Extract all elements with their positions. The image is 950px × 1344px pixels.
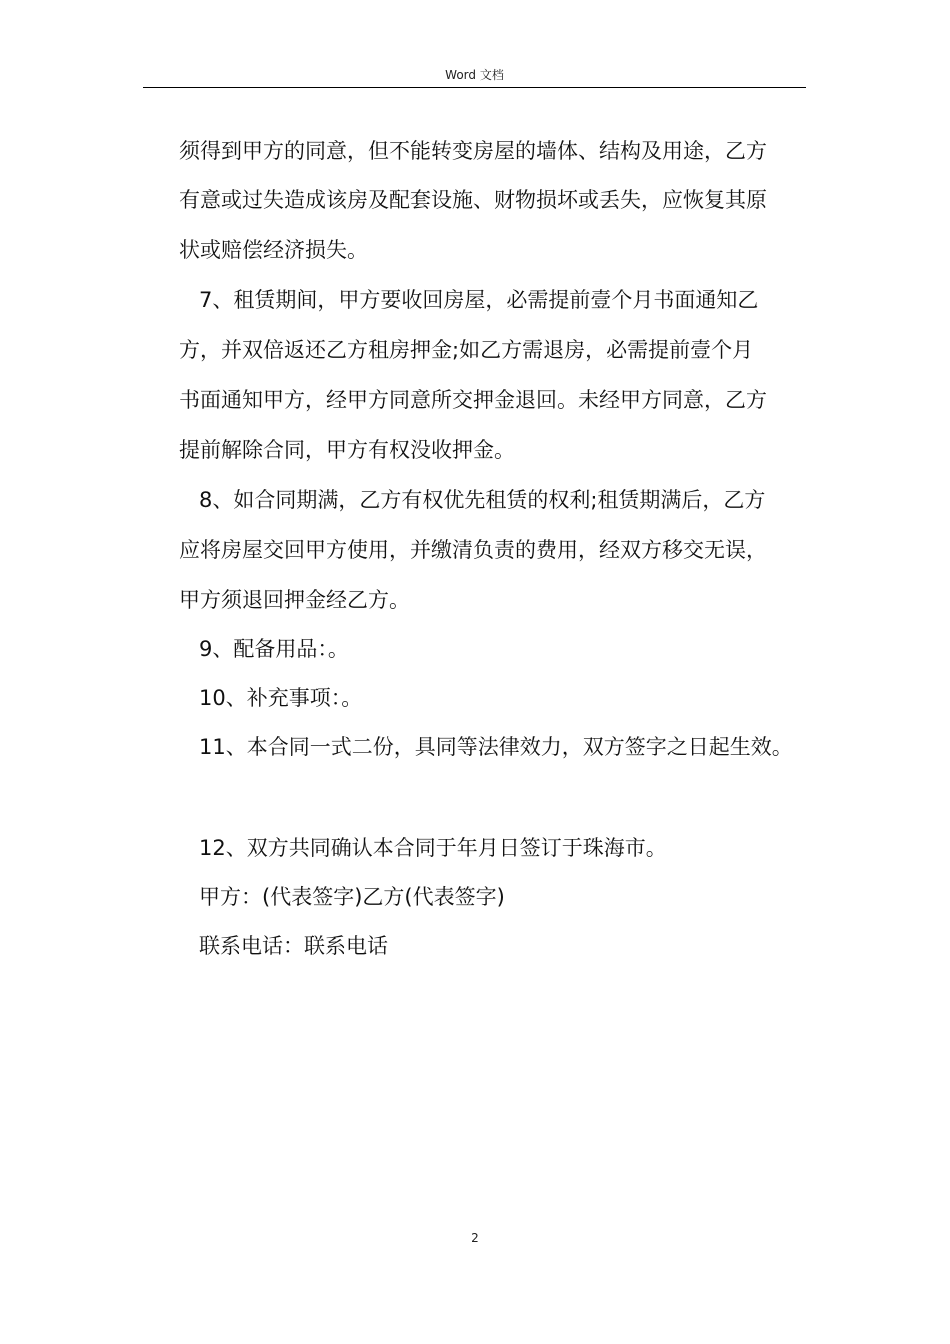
body-line: 方，并双倍返还乙方租房押金;如乙方需退房，必需提前壹个月: [179, 338, 754, 362]
body-line: 甲方须退回押金经乙方。: [179, 588, 410, 612]
header-rule: [143, 87, 806, 88]
clause-10: 10、补充事项：。: [199, 686, 363, 710]
page-number: 2: [471, 1231, 479, 1245]
clause-11: 11、本合同一式二份，具同等法律效力，双方签字之日起生效。: [199, 735, 793, 759]
contact-line: 联系电话：联系电话: [199, 934, 388, 958]
signature-line: 甲方：(代表签字)乙方(代表签字): [199, 885, 505, 909]
body-line: 状或赔偿经济损失。: [179, 238, 368, 262]
body-line: 书面通知甲方，经甲方同意所交押金退回。未经甲方同意，乙方: [179, 388, 767, 412]
clause-12: 12、双方共同确认本合同于年月日签订于珠海市。: [199, 836, 667, 860]
body-line: 须得到甲方的同意，但不能转变房屋的墙体、结构及用途，乙方: [179, 139, 767, 163]
body-line: 有意或过失造成该房及配套设施、财物损坏或丢失，应恢复其原: [179, 188, 767, 212]
body-line: 提前解除合同，甲方有权没收押金。: [179, 438, 515, 462]
body-line: 应将房屋交回甲方使用，并缴清负责的费用，经双方移交无误，: [179, 538, 767, 562]
clause-9: 9、配备用品：。: [199, 637, 349, 661]
clause-7: 7、租赁期间，甲方要收回房屋，必需提前壹个月书面通知乙: [199, 288, 759, 312]
clause-8: 8、如合同期满，乙方有权优先租赁的权利;租赁期满后，乙方: [199, 488, 766, 512]
page-header: Word 文档: [445, 68, 504, 82]
